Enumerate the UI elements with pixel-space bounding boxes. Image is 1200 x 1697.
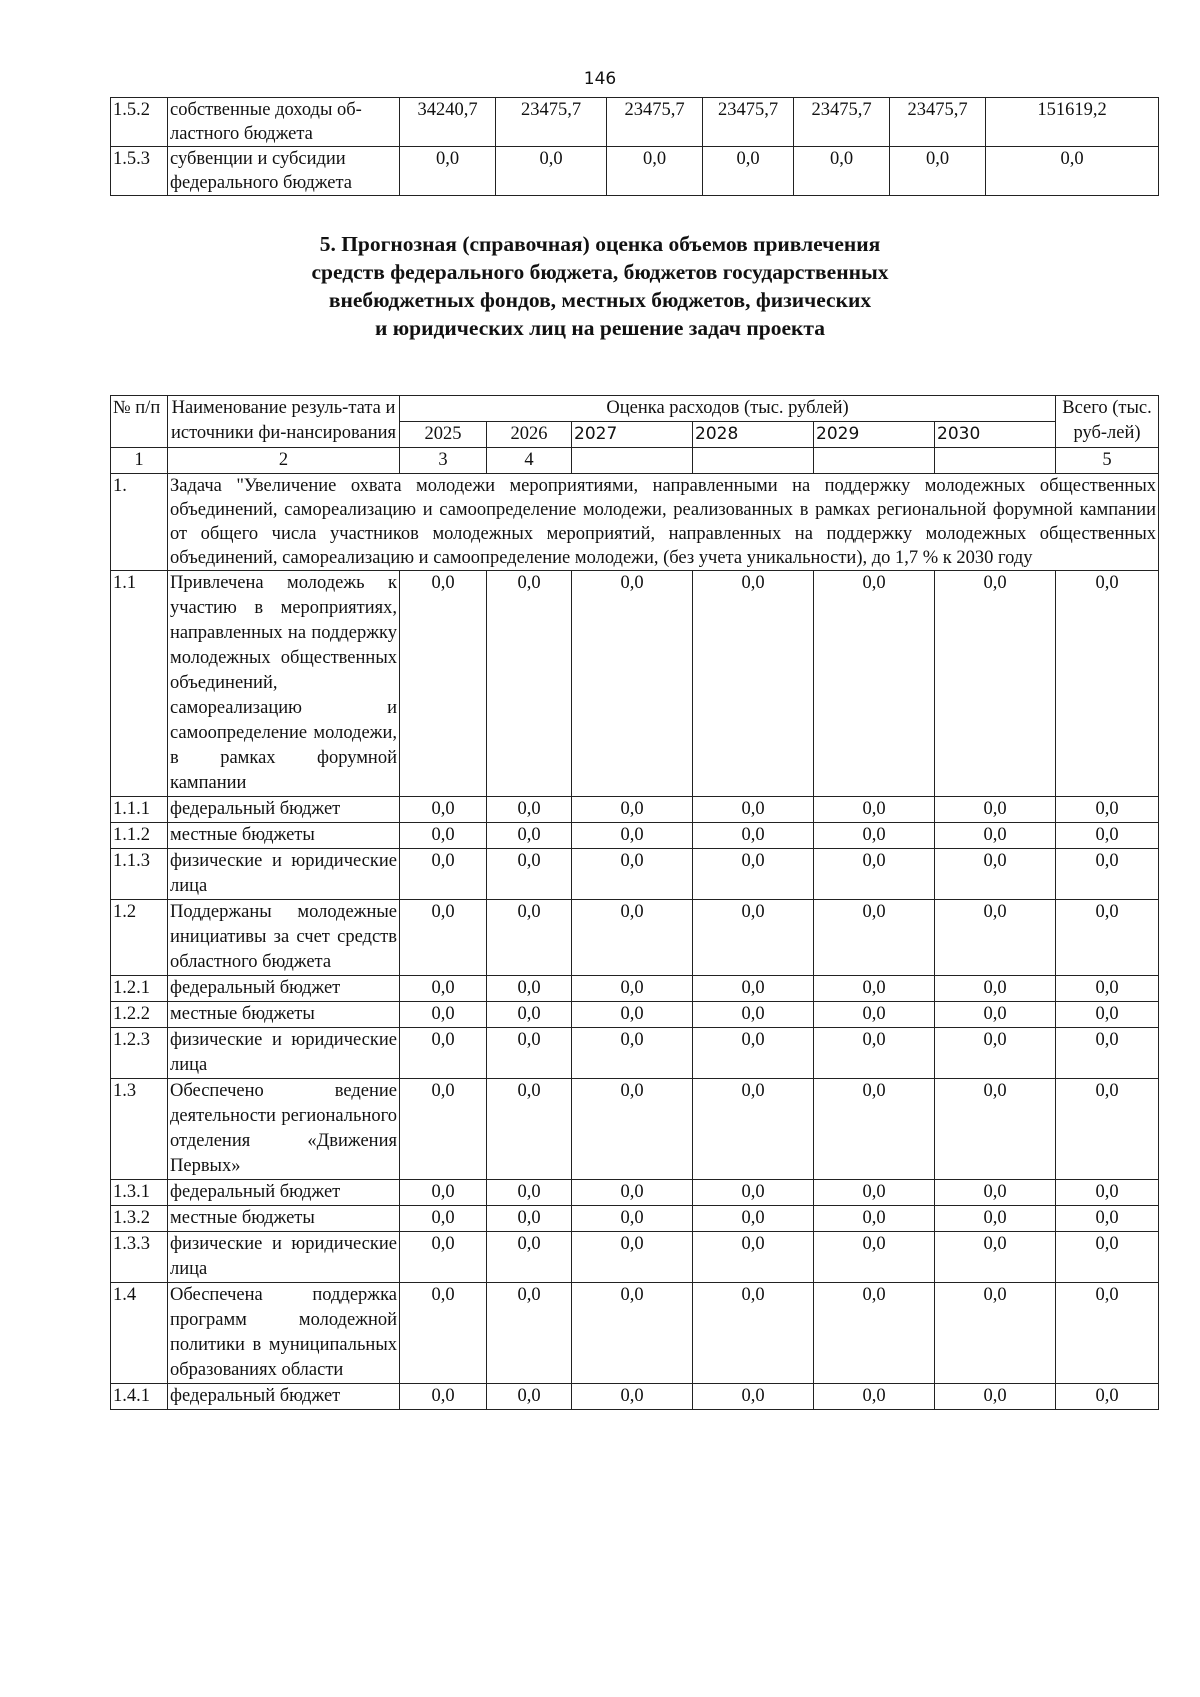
value-cell: 0,0 [400,1002,487,1028]
row-name: физические и юридические лица [168,849,400,900]
value-cell: 0,0 [572,1002,693,1028]
value-cell: 0,0 [400,147,496,196]
year-2028: 2028 [693,422,814,448]
value-cell: 0,0 [487,1180,572,1206]
row-name: федеральный бюджет [168,1384,400,1410]
value-cell: 0,0 [400,797,487,823]
value-cell: 0,0 [693,797,814,823]
value-cell: 0,0 [814,1180,935,1206]
value-cell: 0,0 [572,1283,693,1384]
value-cell: 0,0 [1056,1384,1159,1410]
page-number: 146 [583,69,617,89]
value-cell: 0,0 [400,976,487,1002]
row-number: 1.2.2 [111,1002,168,1028]
value-cell: 0,0 [693,900,814,976]
value-cell: 0,0 [935,1206,1056,1232]
value-cell: 0,0 [400,849,487,900]
year-2029: 2029 [814,422,935,448]
value-cell: 0,0 [693,1180,814,1206]
table-row [111,571,1159,797]
budget-continuation-table [110,97,1159,196]
value-cell: 0,0 [607,147,703,196]
value-cell: 0,0 [693,1028,814,1079]
table-row [111,976,1159,1002]
value-cell: 34240,7 [400,98,496,147]
row-number: 1.1.2 [111,823,168,849]
value-cell: 0,0 [890,147,986,196]
value-cell: 0,0 [693,1283,814,1384]
header-total: Всего (тыс. руб-лей) [1056,396,1159,448]
row-number: 1.4 [111,1283,168,1384]
value-cell: 0,0 [693,1206,814,1232]
row-name: субвенции и субсидии федерального бюджета [168,147,400,196]
table-row [111,1283,1159,1384]
value-cell: 0,0 [400,900,487,976]
value-cell: 0,0 [693,1232,814,1283]
column-number [814,448,935,474]
value-cell: 0,0 [487,1028,572,1079]
row-number: 1.3.2 [111,1206,168,1232]
value-cell: 0,0 [986,147,1159,196]
value-cell: 0,0 [487,571,572,797]
task-num: 1. [111,474,168,571]
value-cell: 0,0 [572,1079,693,1180]
value-cell: 0,0 [814,1002,935,1028]
value-cell: 0,0 [693,823,814,849]
row-number: 1.2.1 [111,976,168,1002]
value-cell: 0,0 [935,976,1056,1002]
column-numbers-row [111,448,1159,474]
row-number: 1.2 [111,900,168,976]
value-cell: 0,0 [487,797,572,823]
table-row [111,98,1159,147]
value-cell: 0,0 [693,1079,814,1180]
value-cell: 23475,7 [890,98,986,147]
funding-estimate-table [110,395,1159,1410]
value-cell: 0,0 [1056,1028,1159,1079]
value-cell: 0,0 [693,976,814,1002]
row-name: Привлечена молодежь к участию в мероприятиях, направленных на поддержку молодежных общественных объединений, самореализацию и самоопределение молодежи, в рамках форумной кампании [168,571,400,797]
column-number [572,448,693,474]
row-name: федеральный бюджет [168,976,400,1002]
value-cell: 0,0 [814,1028,935,1079]
value-cell: 0,0 [814,976,935,1002]
section-heading [150,230,1050,342]
column-number: 1 [111,448,168,474]
value-cell: 0,0 [935,797,1056,823]
table-row [111,1028,1159,1079]
value-cell: 0,0 [935,849,1056,900]
row-number: 1.1.1 [111,797,168,823]
row-number: 1.1.3 [111,849,168,900]
value-cell: 0,0 [572,900,693,976]
row-name: Обеспечена поддержка программ молодежной политики в муниципальных образованиях области [168,1283,400,1384]
row-name: Поддержаны молодежные инициативы за счет средств областного бюджета [168,900,400,976]
value-cell: 0,0 [487,1384,572,1410]
table-row [111,1206,1159,1232]
value-cell: 0,0 [572,1180,693,1206]
table-row [111,1384,1159,1410]
value-cell: 0,0 [487,976,572,1002]
heading-line: и юридических лиц на решение задач проекта [374,316,826,340]
value-cell: 0,0 [935,1002,1056,1028]
row-number: 1.5.2 [111,98,168,147]
value-cell: 0,0 [572,571,693,797]
value-cell: 0,0 [935,1384,1056,1410]
heading-line: внебюджетных фондов, местных бюджетов, физических [328,288,872,312]
value-cell: 0,0 [400,571,487,797]
value-cell: 0,0 [1056,823,1159,849]
value-cell: 0,0 [572,1206,693,1232]
task-row [111,474,1159,571]
header-row [111,396,1159,422]
value-cell: 0,0 [400,1283,487,1384]
value-cell: 0,0 [487,849,572,900]
value-cell: 0,0 [1056,900,1159,976]
value-cell: 0,0 [935,1232,1056,1283]
year-2025: 2025 [400,422,487,448]
row-name: федеральный бюджет [168,1180,400,1206]
column-number: 3 [400,448,487,474]
column-number: 4 [487,448,572,474]
value-cell: 0,0 [1056,1206,1159,1232]
task-text: Задача "Увеличение охвата молодежи мероприятиями, направленными на поддержку молодежных общественных объединений, самореализацию и самоопределение молодежи, реализованных в рамках региональной форумной кампании от общего числа участников молодежных мероприятий, направленных на поддержку молодежных общественных объединений, самореализацию и самоопределение молодежи, (без учета уникальности), до 1,7 % к 2030 году [168,474,1159,571]
value-cell: 0,0 [1056,1180,1159,1206]
value-cell: 0,0 [935,900,1056,976]
value-cell: 23475,7 [496,98,607,147]
value-cell: 0,0 [693,571,814,797]
value-cell: 0,0 [572,797,693,823]
heading-line: средств федерального бюджета, бюджетов государственных [311,260,889,284]
header-name: Наименование резуль-тата и источники фи-нансирования [168,396,400,448]
value-cell: 0,0 [1056,1232,1159,1283]
value-cell: 0,0 [400,1384,487,1410]
value-cell: 0,0 [814,1232,935,1283]
value-cell: 0,0 [400,1079,487,1180]
table-row [111,1232,1159,1283]
value-cell: 0,0 [935,571,1056,797]
row-name: собственные доходы об-ластного бюджета [168,98,400,147]
value-cell: 0,0 [572,1232,693,1283]
value-cell: 0,0 [814,797,935,823]
value-cell: 0,0 [400,1180,487,1206]
value-cell: 0,0 [935,1028,1056,1079]
value-cell: 0,0 [400,823,487,849]
column-number: 5 [1056,448,1159,474]
row-name: физические и юридические лица [168,1232,400,1283]
table-row [111,823,1159,849]
value-cell: 0,0 [794,147,890,196]
value-cell: 0,0 [814,849,935,900]
column-number: 2 [168,448,400,474]
value-cell: 0,0 [572,823,693,849]
value-cell: 0,0 [487,1079,572,1180]
value-cell: 0,0 [814,571,935,797]
value-cell: 0,0 [935,1283,1056,1384]
value-cell: 0,0 [572,1028,693,1079]
value-cell: 0,0 [814,1283,935,1384]
year-2027: 2027 [572,422,693,448]
table-row [111,1079,1159,1180]
row-name: местные бюджеты [168,823,400,849]
value-cell: 0,0 [693,849,814,900]
header-estimate: Оценка расходов (тыс. рублей) [400,396,1056,422]
row-name: Обеспечено ведение деятельности регионального отделения «Движения Первых» [168,1079,400,1180]
row-name: местные бюджеты [168,1002,400,1028]
row-name: местные бюджеты [168,1206,400,1232]
value-cell: 0,0 [1056,976,1159,1002]
value-cell: 0,0 [572,849,693,900]
value-cell: 0,0 [487,1002,572,1028]
table-row [111,849,1159,900]
value-cell: 23475,7 [607,98,703,147]
value-cell: 0,0 [572,976,693,1002]
value-cell: 0,0 [693,1384,814,1410]
table-row [111,1002,1159,1028]
row-name: федеральный бюджет [168,797,400,823]
value-cell: 0,0 [935,1079,1056,1180]
year-2026: 2026 [487,422,572,448]
row-number: 1.1 [111,571,168,797]
value-cell: 0,0 [487,900,572,976]
row-number: 1.5.3 [111,147,168,196]
value-cell: 0,0 [1056,849,1159,900]
table-row [111,147,1159,196]
value-cell: 0,0 [487,1283,572,1384]
value-cell: 0,0 [814,1206,935,1232]
header-num: № п/п [111,396,168,448]
value-cell: 0,0 [572,1384,693,1410]
value-cell: 0,0 [935,1180,1056,1206]
value-cell: 0,0 [400,1028,487,1079]
row-number: 1.3.3 [111,1232,168,1283]
row-number: 1.2.3 [111,1028,168,1079]
value-cell: 0,0 [814,1079,935,1180]
heading-line: 5. Прогнозная (справочная) оценка объемов привлечения [319,232,881,256]
column-number [693,448,814,474]
value-cell: 0,0 [496,147,607,196]
column-number [935,448,1056,474]
value-cell: 0,0 [1056,1002,1159,1028]
value-cell: 23475,7 [794,98,890,147]
row-number: 1.3.1 [111,1180,168,1206]
value-cell: 0,0 [487,1232,572,1283]
row-name: физические и юридические лица [168,1028,400,1079]
year-2030: 2030 [935,422,1056,448]
value-cell: 0,0 [693,1002,814,1028]
table-row [111,900,1159,976]
table-row [111,797,1159,823]
value-cell: 0,0 [814,823,935,849]
row-number: 1.3 [111,1079,168,1180]
row-number: 1.4.1 [111,1384,168,1410]
value-cell: 0,0 [487,823,572,849]
value-cell: 0,0 [1056,1283,1159,1384]
value-cell: 23475,7 [703,98,794,147]
value-cell: 0,0 [703,147,794,196]
value-cell: 0,0 [935,823,1056,849]
value-cell: 0,0 [1056,1079,1159,1180]
table-row [111,1180,1159,1206]
value-cell: 0,0 [814,1384,935,1410]
value-cell: 0,0 [400,1232,487,1283]
value-cell: 0,0 [1056,797,1159,823]
value-cell: 0,0 [1056,571,1159,797]
value-cell: 151619,2 [986,98,1159,147]
value-cell: 0,0 [400,1206,487,1232]
value-cell: 0,0 [814,900,935,976]
value-cell: 0,0 [487,1206,572,1232]
